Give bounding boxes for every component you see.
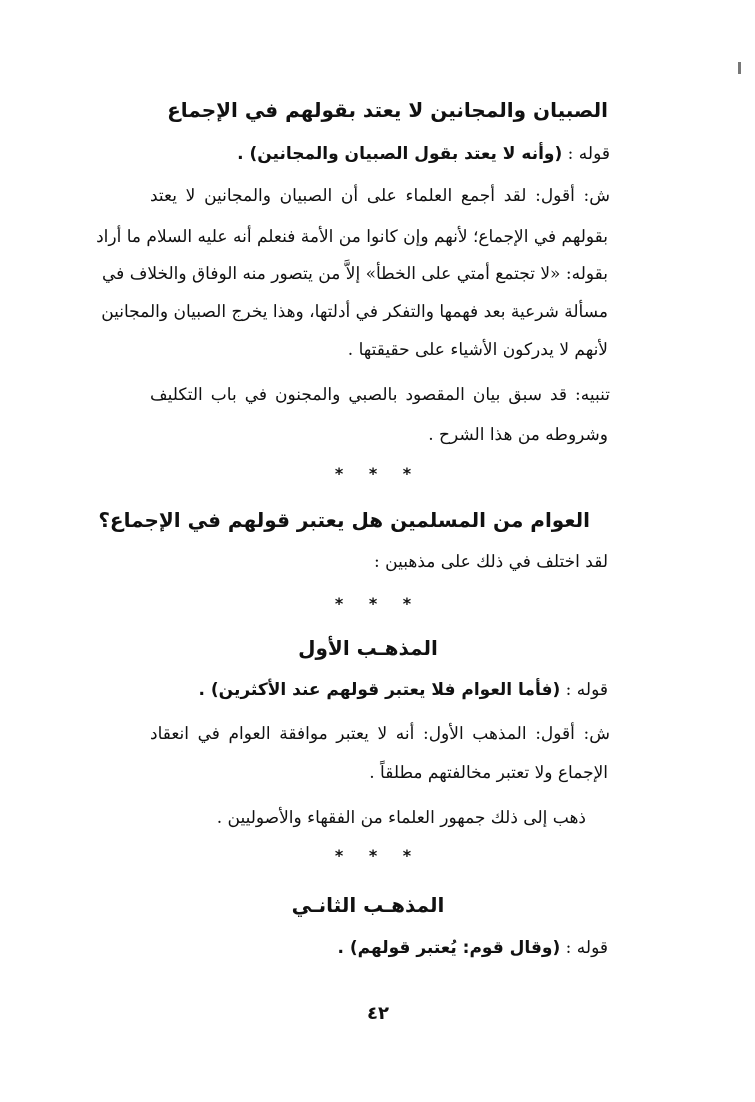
section-heading-first-view: المذهـب الأول [298,636,438,660]
margin-mark [738,62,741,74]
body-line: لأنهم لا يدركون الأشياء على حقيقتها . [347,340,608,360]
section-heading-laypeople: العوام من المسلمين هل يعتبر قولهم في الإجماع؟ [98,508,590,532]
body-line: ش: أقول: لقد أجمع العلماء على أن الصبيان والمجانين لا يعتد [150,186,610,206]
quote-text: (وقال قوم: يُعتبر قولهم) . [337,938,561,958]
quote-text: (وأنه لا يعتد بقول الصبيان والمجانين) . [237,144,563,164]
quote-line-first-view [148,680,608,700]
quote-text: (فأما العوام فلا يعتبر قولهم عند الأكثرين) . [198,680,561,700]
section-heading-minors: الصبيان والمجانين لا يعتد بقولهم في الإجماع [167,98,608,122]
quote-prefix: قوله : [565,938,608,958]
quote-prefix: قوله : [567,144,610,164]
note-line: تنبيه: قد سبق بيان المقصود بالصبي والمجنون في باب التكليف [150,385,610,405]
note-line: وشروطه من هذا الشرح . [428,425,608,445]
body-line: الإجماع ولا تعتبر مخالفتهم مطلقاً . [369,763,608,783]
page-number: ٤٢ [367,1003,389,1024]
body-line: مسألة شرعية بعد فهمها والتفكر في أدلتها، وهذا يخرج الصبيان والمجانين [101,302,608,322]
body-line: ذهب إلى ذلك جمهور العلماء من الفقهاء والأصوليين . [216,808,586,828]
body-line: بقولهم في الإجماع؛ لأنهم وإن كانوا من الأمة فنعلم أنه عليه السلام ما أراد [96,227,608,247]
separator-stars: * * * [334,846,422,865]
quote-line-second-view [148,938,608,958]
quote-prefix: قوله : [565,680,608,700]
separator-stars: * * * [334,594,422,613]
section-heading-second-view: المذهـب الثانـي [291,893,445,917]
body-line: ش: أقول: المذهب الأول: أنه لا يعتبر موافقة العوام في انعقاد [150,724,610,744]
body-line: بقوله: «لا تجتمع أمتي على الخطأ» إلاَّ من يتصور منه الوفاق والخلاف في [102,264,608,284]
body-line: لقد اختلف في ذلك على مذهبين : [374,552,608,572]
quote-line-minors [150,144,610,164]
separator-stars: * * * [334,464,422,483]
